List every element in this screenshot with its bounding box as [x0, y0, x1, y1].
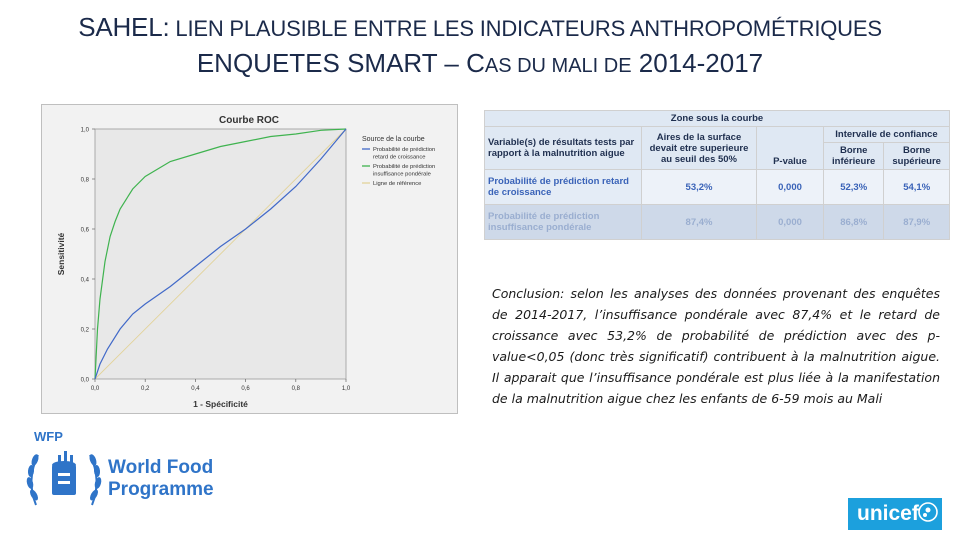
roc-chart — [41, 104, 458, 414]
title-line-1-text: LIEN PLAUSIBLE ENTRE LES INDICATEURS ANTHROPOMÉTRIQUES — [175, 16, 882, 41]
col-header-pvalue: P-value — [757, 127, 824, 170]
legend-label: Ligne de référence — [373, 181, 422, 187]
chart-title: Courbe ROC — [219, 115, 279, 126]
row-label: Probabilité de prédiction retard de croissance — [485, 170, 642, 205]
x-tick-label: 0,4 — [191, 386, 200, 392]
x-tick-label: 0,6 — [241, 386, 250, 392]
cell-area: 87,4% — [642, 205, 757, 240]
y-tick-label: 0,4 — [80, 277, 89, 284]
cell-ci-low: 52,3% — [824, 170, 884, 205]
y-tick-label: 0,2 — [80, 327, 89, 334]
col-header-ci: Intervalle de confiance — [824, 127, 950, 143]
title-line-2-smallcaps: AS DU MALI DE — [484, 55, 632, 77]
legend-label: Probabilité de prédiction — [373, 164, 436, 170]
col-header-variable: Variable(s) de résultats tests par rapport à la malnutrition aigue — [485, 127, 642, 170]
x-tick-label: 1,0 — [341, 386, 351, 392]
cell-ci-high: 87,9% — [884, 205, 950, 240]
table-row — [485, 170, 950, 205]
wfp-emblem-icon — [22, 425, 222, 520]
cell-pvalue: 0,000 — [757, 205, 824, 240]
col-header-area: Aires de la surface devait etre superieure au seuil des 50% — [642, 127, 757, 170]
slide-title-line-1 — [0, 12, 960, 43]
wfp-name-line-2: Programme — [108, 479, 214, 500]
y-axis-label: Sensitivité — [56, 232, 66, 276]
row-label: Probabilité de prédiction insuffisance pondérale — [485, 205, 642, 240]
y-tick-label: 0,0 — [80, 377, 89, 384]
wfp-logo — [22, 425, 222, 520]
cell-ci-low: 86,8% — [824, 205, 884, 240]
col-header-ci-low: Borne inférieure — [824, 143, 884, 170]
cell-pvalue: 0,000 — [757, 170, 824, 205]
table-row — [485, 205, 950, 240]
wfp-name-line-1: World Food — [108, 457, 214, 478]
cell-ci-high: 54,1% — [884, 170, 950, 205]
unicef-wordmark: unicef — [857, 502, 919, 525]
title-line-2-c: C — [466, 48, 485, 78]
legend-label: Probabilité de prédiction — [373, 147, 436, 153]
wfp-acronym: WFP — [34, 429, 63, 444]
x-tick-label: 0,2 — [141, 386, 150, 392]
conclusion-text: Conclusion: selon les analyses des données provenant des enquêtes de 2014-2017, l’insuffisance pondérale avec 87,4% et le retard de croissance avec 53,2% de probabilité de prédiction avec des p-value<0,05 (donc très significatif) contribuent à la malnutrition aigue. Il apparait que l’insuffisance pondérale est plus liée à la manifestation de la malnutrition aigue chez les enfants de 6-59 mois au Mali — [492, 286, 940, 406]
slide-title-line-2 — [0, 48, 960, 79]
legend-label: insuffisance pondérale — [373, 171, 431, 178]
x-axis-label: 1 - Spécificité — [193, 399, 248, 409]
unicef-logo — [848, 498, 942, 530]
title-line-2-a: ENQUETES SMART – — [196, 48, 459, 78]
legend-label: retard de croissance — [373, 154, 426, 161]
y-tick-label: 1,0 — [80, 127, 89, 134]
x-tick-label: 0,0 — [90, 386, 100, 392]
auc-table — [484, 110, 950, 240]
col-header-ci-high: Borne supérieure — [884, 143, 950, 170]
title-line-2-years: 2014-2017 — [638, 48, 764, 78]
y-tick-label: 0,8 — [80, 177, 89, 184]
legend-title: Source de la courbe — [362, 136, 425, 143]
x-tick-label: 0,8 — [291, 386, 300, 392]
cell-area: 53,2% — [642, 170, 757, 205]
roc-chart-svg — [42, 105, 457, 413]
y-tick-label: 0,6 — [80, 227, 89, 234]
table-title: Zone sous la courbe — [485, 111, 950, 127]
title-sahel: SAHEL: — [78, 12, 170, 42]
unicef-globe-icon — [917, 501, 939, 523]
